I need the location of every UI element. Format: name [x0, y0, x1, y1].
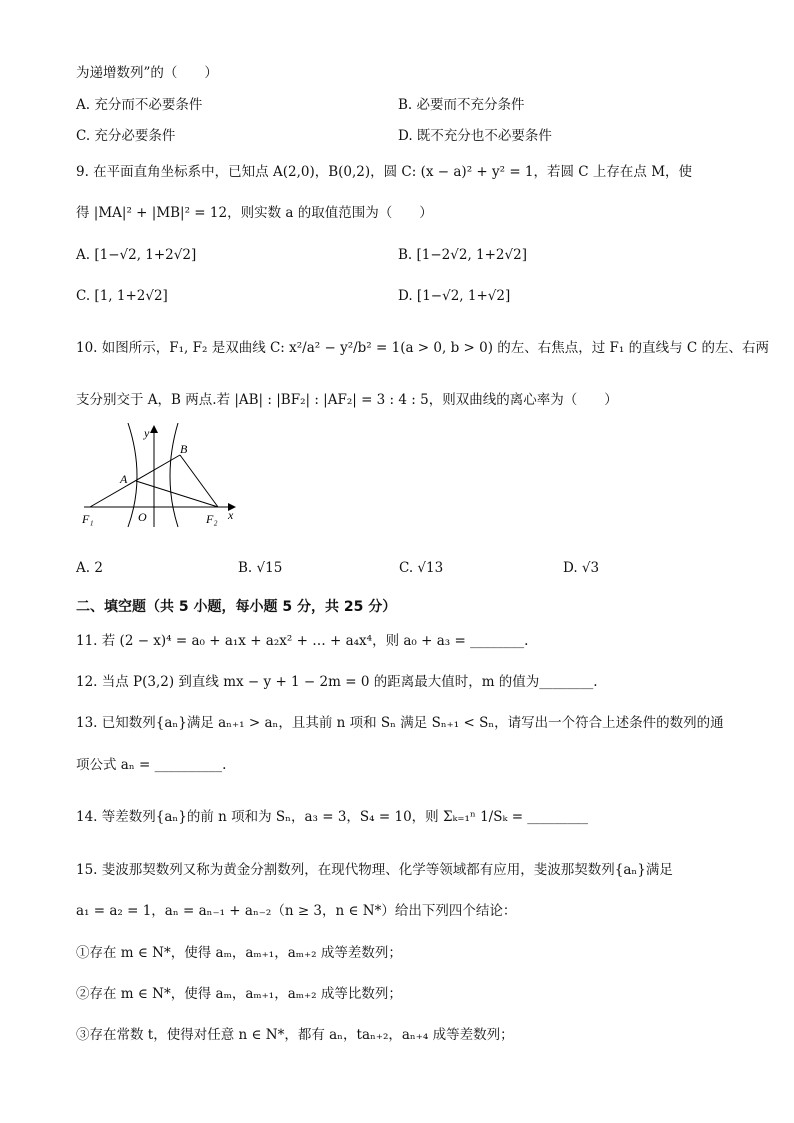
point-a-label: A — [120, 472, 128, 486]
q8-stem-tail: 为递增数列”的（ ） — [76, 65, 218, 81]
segment-a-f2 — [136, 481, 218, 507]
point-b-label: B — [180, 442, 188, 456]
hyperbola-right-branch — [170, 423, 178, 527]
q12-stem: 12. 当点 P(3,2) 到直线 mx − y + 1 − 2m = 0 的距离最大值时，m 的值为________. — [76, 674, 598, 690]
f1-label: F₁ — [82, 512, 94, 526]
q15-stem-line1: 15. 斐波那契数列又称为黄金分割数列，在现代物理、化学等领域都有应用，斐波那契数列{aₙ}满足 — [76, 862, 673, 878]
q9-option-b: B. [1−2√2, 1+2√2] — [398, 247, 527, 263]
q15-conclusion-2: ②存在 m ∈ N*，使得 aₘ，aₘ₊₁，aₘ₊₂ 成等比数列； — [76, 986, 402, 1002]
q15-conclusion-3: ③存在常数 t，使得对任意 n ∈ N*，都有 aₙ，taₙ₊₂，aₙ₊₄ 成等差数列； — [76, 1027, 514, 1043]
q10-option-b: B. √15 — [238, 560, 283, 576]
x-label: x — [228, 508, 234, 522]
q9-stem-line1: 9. 在平面直角坐标系中，已知点 A(2,0)，B(0,2)，圆 C: (x − a)² + y² = 1，若圆 C 上存在点 M，使 — [76, 164, 693, 180]
y-label: y — [144, 426, 150, 440]
q15-conclusion-1: ①存在 m ∈ N*，使得 aₘ，aₘ₊₁，aₘ₊₂ 成等差数列； — [76, 945, 402, 961]
section-fill-in-heading: 二、填空题（共 5 小题，每小题 5 分，共 25 分） — [76, 599, 397, 615]
q10-option-d: D. √3 — [563, 560, 600, 576]
q8-option-c: C. 充分必要条件 — [76, 128, 176, 144]
q8-option-a: A. 充分而不必要条件 — [76, 97, 203, 113]
q10-stem-line2: 支分别交于 A，B 两点.若 |AB| : |BF₂| : |AF₂| = 3 : 4 : 5，则双曲线的离心率为（ ） — [76, 392, 618, 408]
q9-stem-line2: 得 |MA|² + |MB|² = 12，则实数 a 的取值范围为（ ） — [76, 205, 433, 221]
origin-label: O — [138, 510, 147, 524]
q13-stem-line1: 13. 已知数列{aₙ}满足 aₙ₊₁ > aₙ，且其前 n 项和 Sₙ 满足 Sₙ₊₁ < Sₙ，请写出一个符合上述条件的数列的通 — [76, 715, 724, 731]
segment-b-f2 — [180, 455, 218, 507]
hyperbola-diagram — [76, 423, 246, 528]
q9-option-c: C. [1, 1+2√2] — [76, 288, 168, 304]
q10-stem-line1: 10. 如图所示，F₁, F₂ 是双曲线 C: x²/a² − y²/b² = 1(a > 0, b > 0) 的左、右焦点，过 F₁ 的直线与 C 的左、右两 — [76, 340, 770, 356]
q10-option-a: A. 2 — [76, 560, 103, 576]
q13-stem-line2: 项公式 aₙ = __________. — [76, 757, 227, 773]
q10-option-c: C. √13 — [399, 560, 444, 576]
hyperbola-figure — [76, 423, 246, 532]
q14-stem: 14. 等差数列{aₙ}的前 n 项和为 Sₙ，a₃ = 3，S₄ = 10，则 Σₖ₌₁ⁿ 1/Sₖ = _________ — [76, 809, 589, 825]
hyperbola-left-branch — [128, 423, 137, 527]
f2-label: F₂ — [206, 512, 218, 526]
q9-option-a: A. [1−√2, 1+2√2] — [76, 247, 197, 263]
q8-option-b: B. 必要而不充分条件 — [398, 97, 525, 113]
q8-option-d: D. 既不充分也不必要条件 — [398, 128, 552, 144]
q11-stem: 11. 若 (2 − x)⁴ = a₀ + a₁x + a₂x² + … + a₄x⁴，则 a₀ + a₃ = ________. — [76, 633, 529, 649]
q9-option-d: D. [1−√2, 1+√2] — [398, 288, 511, 304]
q15-stem-line2: a₁ = a₂ = 1，aₙ = aₙ₋₁ + aₙ₋₂（n ≥ 3，n ∈ N*）给出下列四个结论： — [76, 903, 517, 919]
y-axis-arrow — [150, 425, 158, 433]
